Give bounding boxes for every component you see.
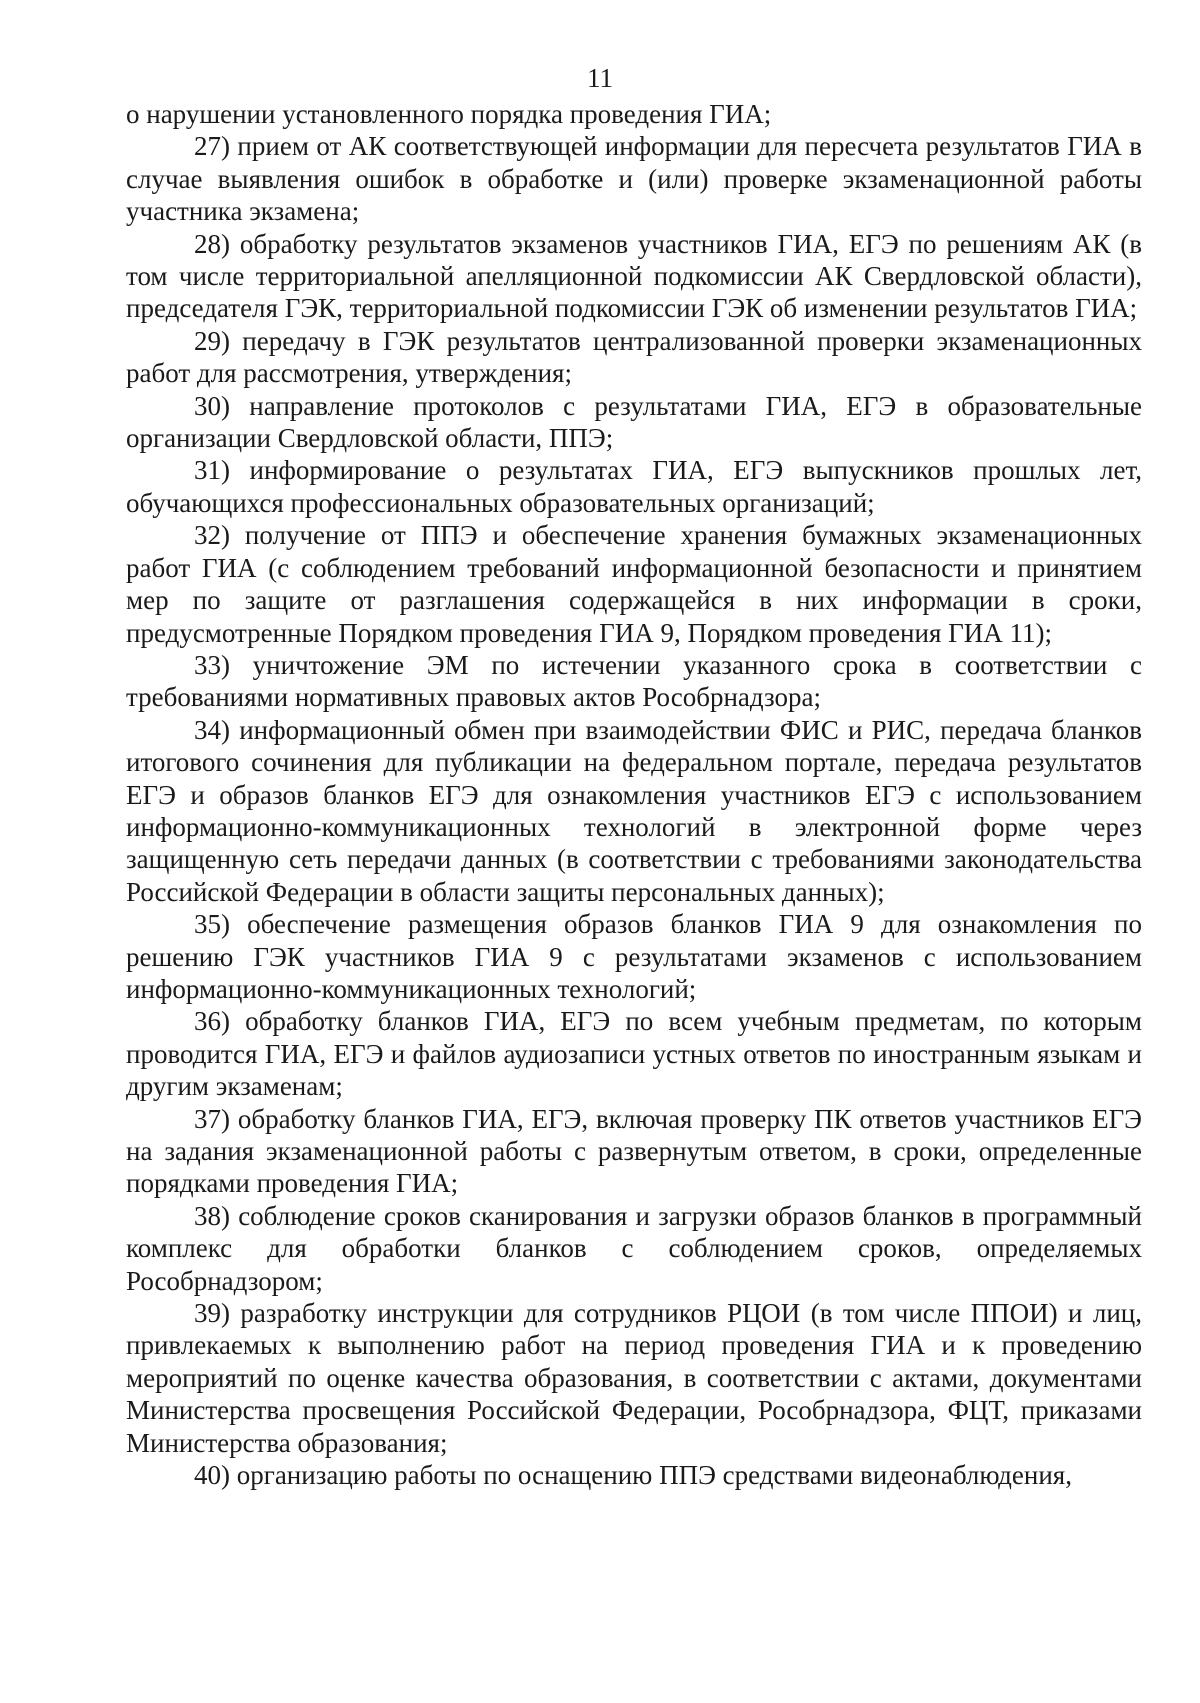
list-item-40: 40) организацию работы по оснащению ППЭ средствами видеонаблюдения,	[194, 1460, 1072, 1491]
list-item-37: 37) обработку бланков ГИА, ЕГЭ, включая проверку ПК ответов участников ЕГЭ на задания экзаменационной работы с развернутым ответом, в сроки, определенные порядками проведения ГИА;	[126, 1103, 1142, 1199]
list-item-35: 35) обеспечение размещения образов бланков ГИА 9 для ознакомления по решению ГЭК участников ГИА 9 с результатами экзаменов с использованием информационно-коммуникационных технологий;	[126, 909, 1142, 1004]
list-item-30: 30) направление протоколов с результатами ГИА, ЕГЭ в образовательные организации Свердловской области, ППЭ;	[126, 390, 1142, 454]
list-item-32: 32) получение от ППЭ и обеспечение хранения бумажных экзаменационных работ ГИА (с соблюдением требований информационной безопасности и принятием мер по защите от разглашения содержащейся в них информации в сроки, предусмотренные Порядком проведения ГИА 9, Порядком проведения ГИА 11);	[126, 520, 1142, 648]
list-item-28: 28) обработку результатов экзаменов участников ГИА, ЕГЭ по решениям АК (в том числе территориальной апелляционной подкомиссии АК Свердловской области), председателя ГЭК, территориальной подкомиссии ГЭК об изменении результатов ГИА;	[126, 228, 1142, 324]
list-item-33: 33) уничтожение ЭМ по истечении указанного срока в соответствии с требованиями нормативных правовых актов Рособрнадзора;	[126, 649, 1142, 713]
document-body	[126, 98, 1142, 1491]
list-item-39: 39) разработку инструкции для сотрудников РЦОИ (в том числе ППОИ) и лиц, привлекаемых к выполнению работ на период проведения ГИА и к проведению мероприятий по оценке качества образования, в соответствии с актами, документами Министерства просвещения Российской Федерации, Рособрнадзора, ФЦТ, приказами Министерства образования;	[126, 1298, 1142, 1458]
list-item-31: 31) информирование о результатах ГИА, ЕГЭ выпускников прошлых лет, обучающихся профессиональных образовательных организаций;	[126, 455, 1142, 518]
list-item-29: 29) передачу в ГЭК результатов централизованной проверки экзаменационных работ для рассмотрения, утверждения;	[126, 325, 1142, 389]
list-item-36: 36) обработку бланков ГИА, ЕГЭ по всем учебным предметам, по которым проводится ГИА, ЕГЭ и файлов аудиозаписи устных ответов по иностранным языкам и другим экзаменам;	[126, 1006, 1142, 1102]
page-number: 11	[587, 63, 613, 93]
list-item-27: 27) прием от АК соответствующей информации для пересчета результатов ГИА в случае выявления ошибок в обработке и (или) проверке экзаменационной работы участника экзамена;	[126, 131, 1142, 227]
paragraph-continuation: о нарушении установленного порядка проведения ГИА;	[126, 99, 772, 129]
list-item-34: 34) информационный обмен при взаимодействии ФИС и РИС, передача бланков итогового сочинения для публикации на федеральном портале, передача результатов ЕГЭ и образов бланков ЕГЭ для ознакомления участников ЕГЭ с использованием информационно-коммуникационных технологий в электронной форме через защищенную сеть передачи данных (в соответствии с требованиями законодательства Российской Федерации в области защиты персональных данных);	[126, 714, 1142, 907]
list-item-38: 38) соблюдение сроков сканирования и загрузки образов бланков в программный комплекс для обработки бланков с соблюдением сроков, определяемых Рособрнадзором;	[126, 1200, 1142, 1296]
